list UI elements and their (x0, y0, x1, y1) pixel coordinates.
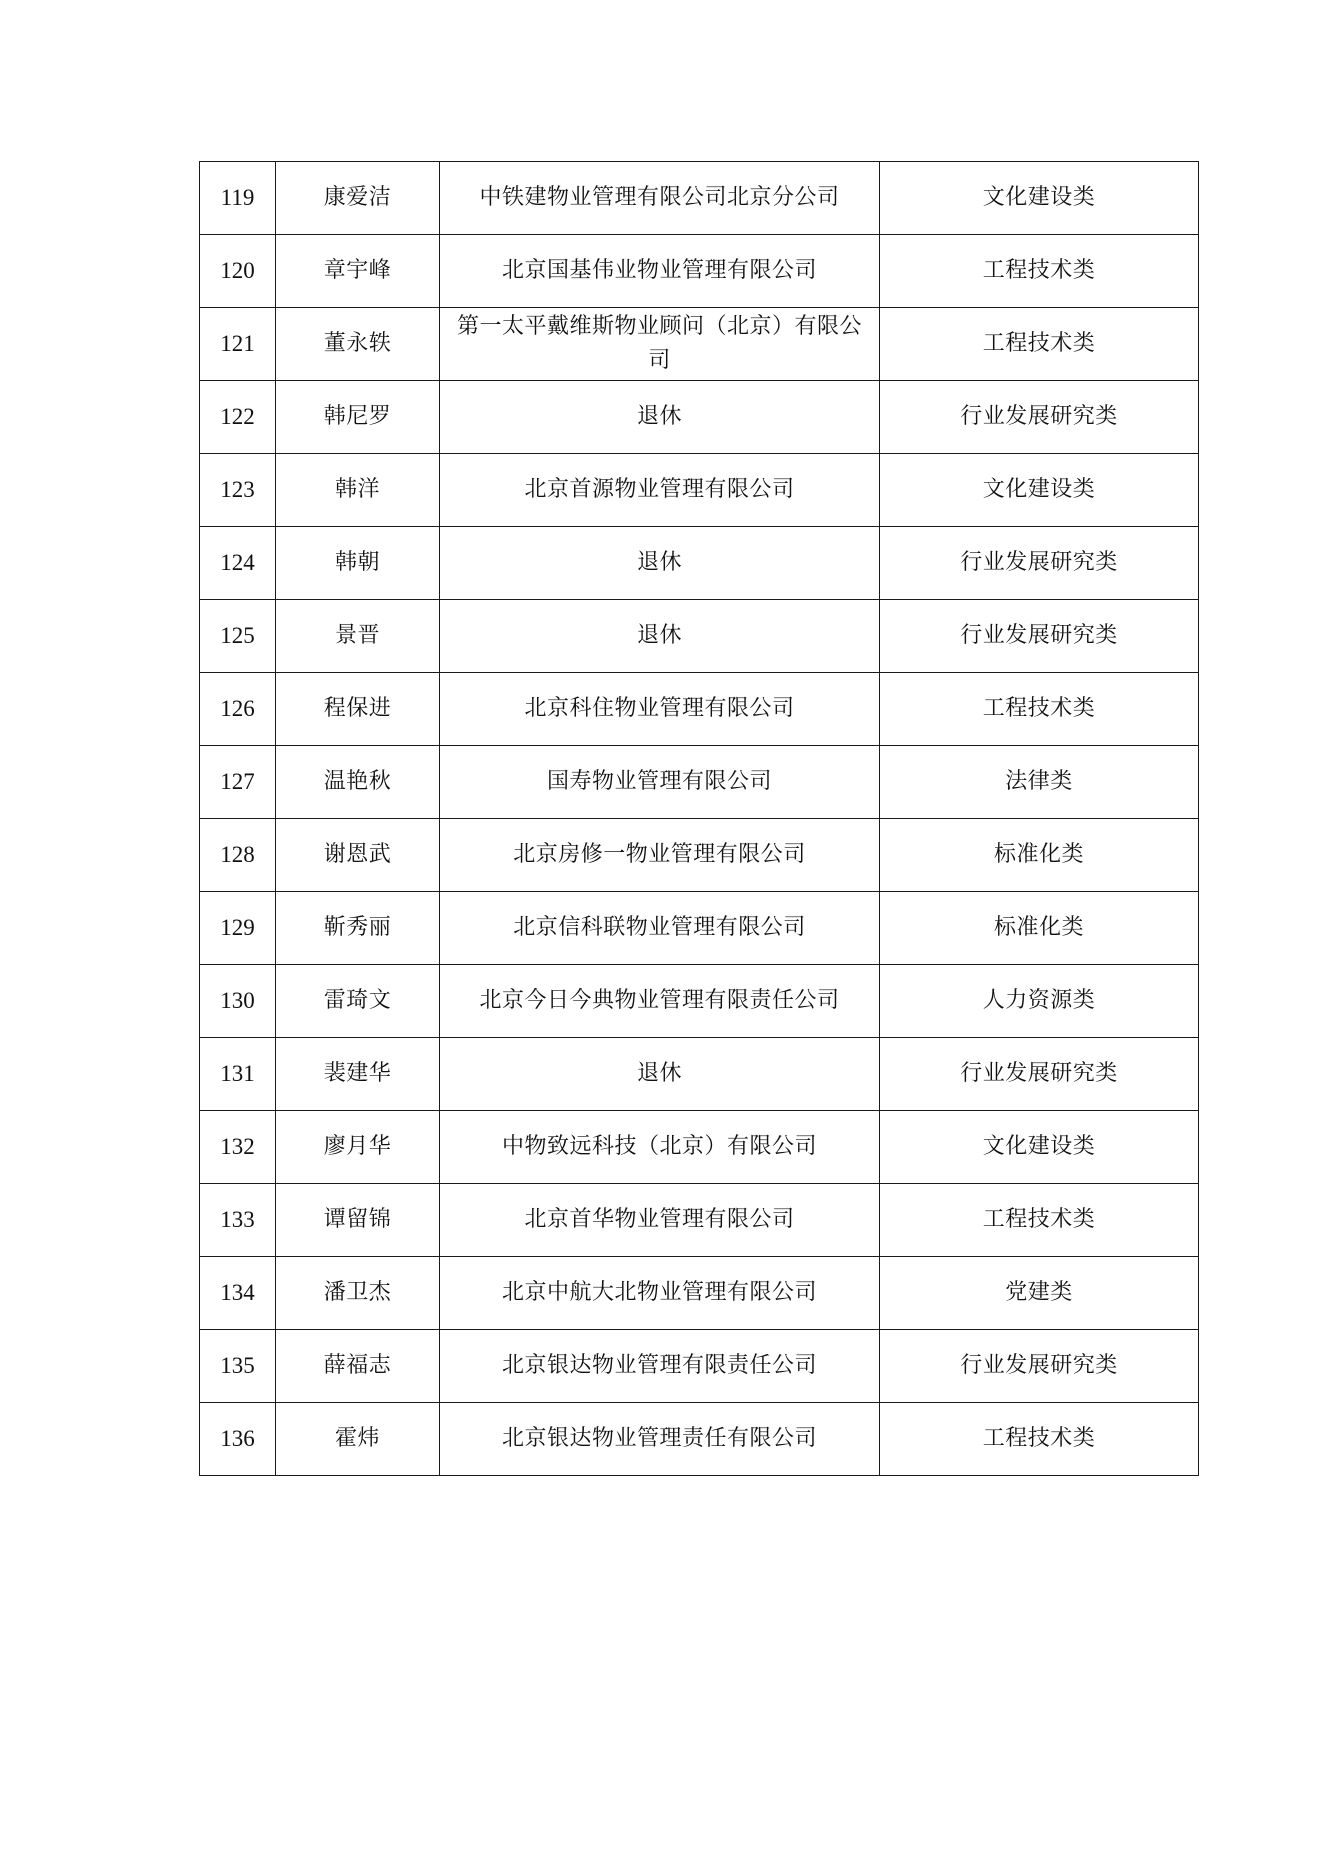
category: 行业发展研究类 (880, 381, 1199, 454)
person-name: 潘卫杰 (276, 1257, 440, 1330)
person-name: 薛福志 (276, 1330, 440, 1403)
row-number: 123 (200, 454, 276, 527)
category: 行业发展研究类 (880, 1330, 1199, 1403)
organization: 退休 (440, 600, 880, 673)
organization: 北京科住物业管理有限公司 (440, 673, 880, 746)
category: 人力资源类 (880, 965, 1199, 1038)
person-name: 靳秀丽 (276, 892, 440, 965)
category: 标准化类 (880, 892, 1199, 965)
category: 标准化类 (880, 819, 1199, 892)
category: 工程技术类 (880, 673, 1199, 746)
organization: 北京首源物业管理有限公司 (440, 454, 880, 527)
table-row (200, 381, 1199, 454)
person-name: 董永轶 (276, 308, 440, 381)
organization: 中铁建物业管理有限公司北京分公司 (440, 162, 880, 235)
row-number: 134 (200, 1257, 276, 1330)
row-number: 130 (200, 965, 276, 1038)
person-name: 裴建华 (276, 1038, 440, 1111)
organization: 中物致远科技（北京）有限公司 (440, 1111, 880, 1184)
table-row (200, 1257, 1199, 1330)
row-number: 120 (200, 235, 276, 308)
table-row (200, 673, 1199, 746)
person-name: 雷琦文 (276, 965, 440, 1038)
organization: 北京今日今典物业管理有限责任公司 (440, 965, 880, 1038)
table-row (200, 162, 1199, 235)
table-row (200, 1330, 1199, 1403)
table-row (200, 308, 1199, 381)
person-name: 韩洋 (276, 454, 440, 527)
category: 工程技术类 (880, 308, 1199, 381)
row-number: 126 (200, 673, 276, 746)
category: 行业发展研究类 (880, 600, 1199, 673)
row-number: 127 (200, 746, 276, 819)
roster-table-body (200, 162, 1199, 1476)
table-row (200, 527, 1199, 600)
table-row (200, 1403, 1199, 1476)
category: 党建类 (880, 1257, 1199, 1330)
person-name: 章宇峰 (276, 235, 440, 308)
roster-table (199, 161, 1199, 1476)
row-number: 135 (200, 1330, 276, 1403)
table-row (200, 892, 1199, 965)
organization: 北京房修一物业管理有限公司 (440, 819, 880, 892)
organization: 国寿物业管理有限公司 (440, 746, 880, 819)
row-number: 136 (200, 1403, 276, 1476)
row-number: 128 (200, 819, 276, 892)
person-name: 康爱洁 (276, 162, 440, 235)
category: 法律类 (880, 746, 1199, 819)
row-number: 124 (200, 527, 276, 600)
person-name: 温艳秋 (276, 746, 440, 819)
category: 文化建设类 (880, 1111, 1199, 1184)
organization: 北京银达物业管理责任有限公司 (440, 1403, 880, 1476)
organization: 退休 (440, 381, 880, 454)
table-row (200, 1038, 1199, 1111)
category: 行业发展研究类 (880, 527, 1199, 600)
person-name: 廖月华 (276, 1111, 440, 1184)
organization: 北京银达物业管理有限责任公司 (440, 1330, 880, 1403)
organization: 北京中航大北物业管理有限公司 (440, 1257, 880, 1330)
row-number: 132 (200, 1111, 276, 1184)
row-number: 121 (200, 308, 276, 381)
row-number: 131 (200, 1038, 276, 1111)
category: 工程技术类 (880, 1184, 1199, 1257)
table-row (200, 1111, 1199, 1184)
organization: 北京信科联物业管理有限公司 (440, 892, 880, 965)
row-number: 125 (200, 600, 276, 673)
category: 工程技术类 (880, 1403, 1199, 1476)
organization: 第一太平戴维斯物业顾问（北京）有限公司 (440, 308, 880, 381)
row-number: 133 (200, 1184, 276, 1257)
person-name: 韩尼罗 (276, 381, 440, 454)
row-number: 122 (200, 381, 276, 454)
person-name: 韩朝 (276, 527, 440, 600)
person-name: 谭留锦 (276, 1184, 440, 1257)
row-number: 129 (200, 892, 276, 965)
category: 行业发展研究类 (880, 1038, 1199, 1111)
organization: 退休 (440, 527, 880, 600)
organization: 北京国基伟业物业管理有限公司 (440, 235, 880, 308)
person-name: 程保进 (276, 673, 440, 746)
organization: 北京首华物业管理有限公司 (440, 1184, 880, 1257)
category: 文化建设类 (880, 162, 1199, 235)
person-name: 景晋 (276, 600, 440, 673)
table-row (200, 965, 1199, 1038)
organization: 退休 (440, 1038, 880, 1111)
person-name: 霍炜 (276, 1403, 440, 1476)
table-row (200, 1184, 1199, 1257)
category: 工程技术类 (880, 235, 1199, 308)
table-row (200, 819, 1199, 892)
row-number: 119 (200, 162, 276, 235)
category: 文化建设类 (880, 454, 1199, 527)
person-name: 谢恩武 (276, 819, 440, 892)
table-row (200, 600, 1199, 673)
table-row (200, 454, 1199, 527)
table-row (200, 746, 1199, 819)
table-row (200, 235, 1199, 308)
